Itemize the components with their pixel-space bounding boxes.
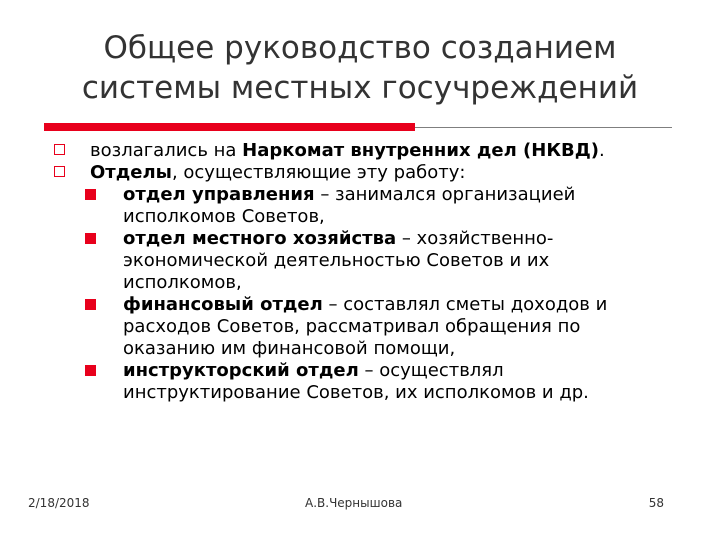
slide-title bbox=[40, 28, 680, 108]
hollow-square-bullet-icon bbox=[54, 166, 65, 177]
sub-bullet-item bbox=[52, 294, 672, 360]
sub-bullet-bold: отдел местного хозяйства bbox=[123, 228, 397, 249]
title-line-1: Общее руководство созданием bbox=[103, 30, 617, 66]
bullet-text-plain-after: . bbox=[599, 140, 605, 161]
bullet-text-plain-after: , осуществляющие эту работу: bbox=[171, 162, 466, 183]
solid-square-bullet-icon bbox=[85, 189, 96, 200]
solid-square-bullet-icon bbox=[85, 365, 96, 376]
footer-page-number: 58 bbox=[648, 496, 664, 510]
sub-bullet-item bbox=[52, 360, 672, 404]
sub-bullet-bold: финансовый отдел bbox=[123, 294, 323, 315]
title-line-2: системы местных госучреждений bbox=[81, 70, 639, 106]
sub-bullet-item bbox=[52, 228, 672, 294]
footer-author: А.В.Чернышова bbox=[305, 496, 403, 510]
sub-bullet-item bbox=[52, 184, 672, 228]
sub-bullet-text: – хозяйственно-экономической деятельностью Советов и их исполкомов, bbox=[123, 228, 554, 293]
sub-bullet-text: – составлял сметы доходов и расходов Советов, рассматривал обращения по оказанию им финансовой помощи, bbox=[123, 294, 608, 359]
bullet-text-bold: Наркомат внутренних дел (НКВД) bbox=[242, 140, 600, 161]
solid-square-bullet-icon bbox=[85, 233, 96, 244]
bullet-item-nkvd bbox=[52, 140, 672, 162]
footer-date: 2/18/2018 bbox=[28, 496, 90, 510]
sub-bullet-text: – осуществлял инструктирование Советов, их исполкомов и др. bbox=[123, 360, 589, 403]
bullet-text-bold: Отделы bbox=[90, 162, 172, 183]
sub-bullet-bold: инструкторский отдел bbox=[123, 360, 359, 381]
sub-bullet-bold: отдел управления bbox=[123, 184, 315, 205]
bullet-list bbox=[52, 140, 672, 404]
bullet-text-plain: возлагались на bbox=[90, 140, 243, 161]
bullet-item-departments bbox=[52, 162, 672, 184]
hollow-square-bullet-icon bbox=[54, 144, 65, 155]
solid-square-bullet-icon bbox=[85, 299, 96, 310]
title-underline-accent bbox=[44, 123, 415, 131]
sub-bullet-text: – занимался организацией исполкомов Советов, bbox=[123, 184, 576, 227]
